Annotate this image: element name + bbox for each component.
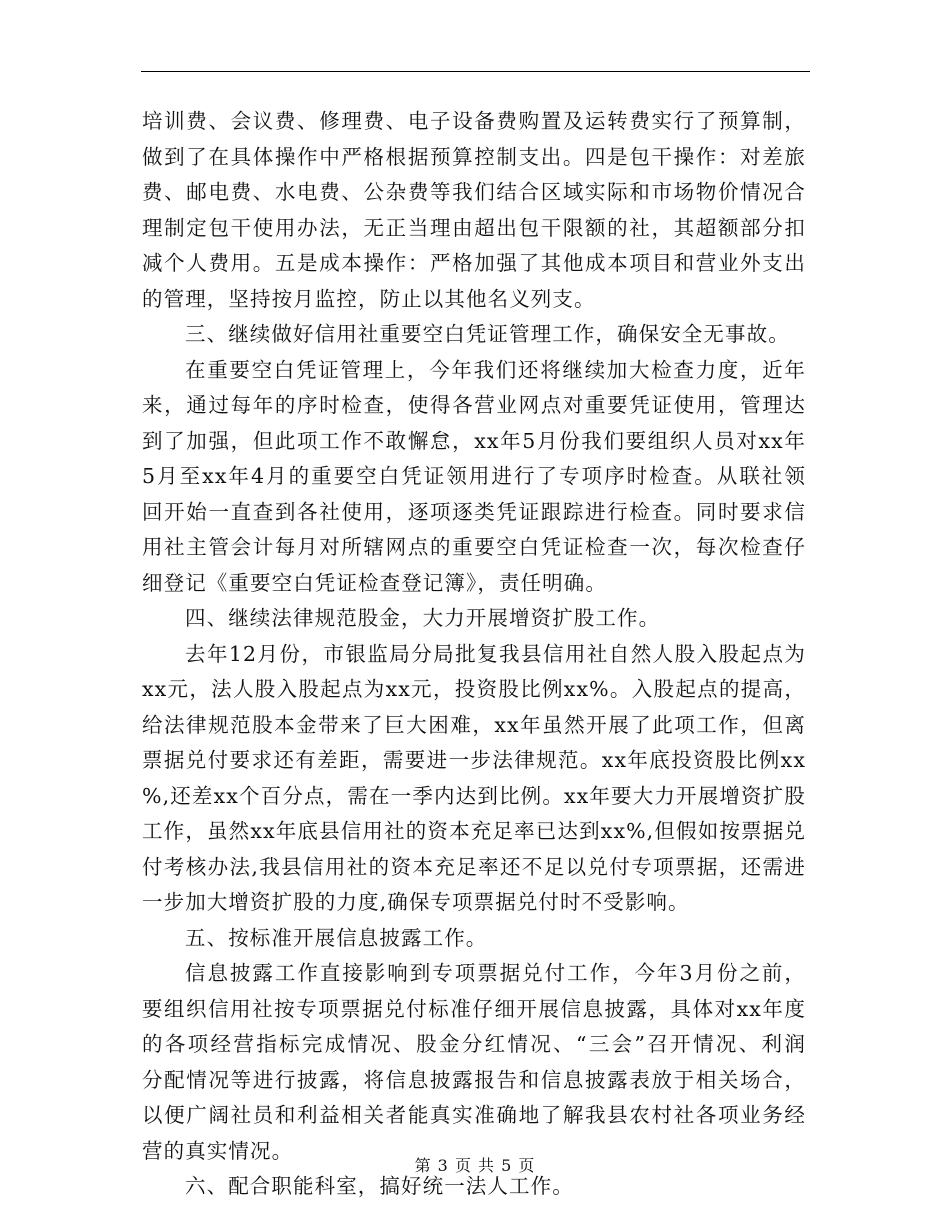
text-line: 去年12月份，市银监局分局批复我县信用社自然人股入股起点为 (185, 641, 806, 666)
text-line: 做到了在具体操作中严格根据预算控制支出。四是包干操作：对差旅 (142, 144, 806, 169)
text-line: 付考核办法,我县信用社的资本充足率还不足以兑付专项票据，还需进 (142, 854, 806, 879)
text-line: 要组织信用社按专项票据兑付标准仔细开展信息披露，具体对xx年度 (142, 996, 806, 1021)
header-rule (141, 71, 810, 72)
text-line: 回开始一直查到各社使用，逐项逐类凭证跟踪进行检查。同时要求信 (142, 499, 806, 524)
text-line: 工作，虽然xx年底县信用社的资本充足率已达到xx%,但假如按票据兑 (142, 819, 806, 843)
text-line: 分配情况等进行披露，将信息披露报告和信息披露表放于相关场合， (142, 1067, 806, 1092)
text-line: 的各项经营指标完成情况、股金分红情况、“三会”召开情况、利润 (142, 1032, 806, 1056)
text-line: 在重要空白凭证管理上，今年我们还将继续加大检查力度，近年 (185, 357, 806, 382)
section-heading: 三、继续做好信用社重要空白凭证管理工作，确保安全无事故。 (185, 322, 790, 346)
text-line: 细登记《重要空白凭证检查登记簿》，责任明确。 (142, 570, 607, 595)
text-line: 培训费、会议费、修理费、电子设备费购置及运转费实行了预算制， (142, 109, 806, 133)
text-line: 到了加强，但此项工作不敢懈怠，xx年5月份我们要组织人员对xx年 (142, 428, 806, 453)
section-heading: 五、按标准开展信息披露工作。 (185, 925, 488, 950)
text-line: 用社主管会计每月对所辖网点的重要空白凭证检查一次，每次检查仔 (142, 535, 806, 559)
text-line: 来，通过每年的序时检查，使得各营业网点对重要凭证使用，管理达 (142, 393, 806, 417)
text-line: 的管理，坚持按月监控，防止以其他名义列支。 (142, 286, 596, 311)
text-line: xx元，法人股入股起点为xx元，投资股比例xx%。入股起点的提高， (142, 677, 806, 701)
text-line: 票据兑付要求还有差距，需要进一步法律规范。xx年底投资股比例xx (142, 748, 806, 772)
text-line: 以便广阔社员和利益相关者能真实准确地了解我县农村社各项业务经 (142, 1103, 806, 1127)
text-line: %,还差xx个百分点，需在一季内达到比例。xx年要大力开展增资扩股 (142, 783, 806, 808)
text-line: 信息披露工作直接影响到专项票据兑付工作，今年3月份之前， (185, 961, 806, 985)
section-heading: 四、继续法律规范股金，大力开展增资扩股工作。 (185, 606, 661, 630)
section-heading: 六、配合职能科室，搞好统一法人工作。 (185, 1174, 574, 1198)
text-line: 一步加大增资扩股的力度,确保专项票据兑付时不受影响。 (142, 890, 690, 914)
text-line: 理制定包干使用办法，无正当理由超出包干限额的社，其超额部分扣 (142, 215, 806, 240)
text-line: 营的真实情况。 (142, 1138, 294, 1163)
text-line: 费、邮电费、水电费、公杂费等我们结合区域实际和市场物价情况合 (142, 180, 806, 204)
page-number: 第 3 页 共 5 页 (414, 1156, 536, 1175)
text-line: 5月至xx年4月的重要空白凭证领用进行了专项序时检查。从联社领 (142, 464, 806, 488)
document-body (142, 104, 806, 1205)
text-line: 给法律规范股本金带来了巨大困难，xx年虽然开展了此项工作，但离 (142, 712, 806, 737)
text-line: 减个人费用。五是成本操作：严格加强了其他成本项目和营业外支出 (142, 251, 806, 275)
